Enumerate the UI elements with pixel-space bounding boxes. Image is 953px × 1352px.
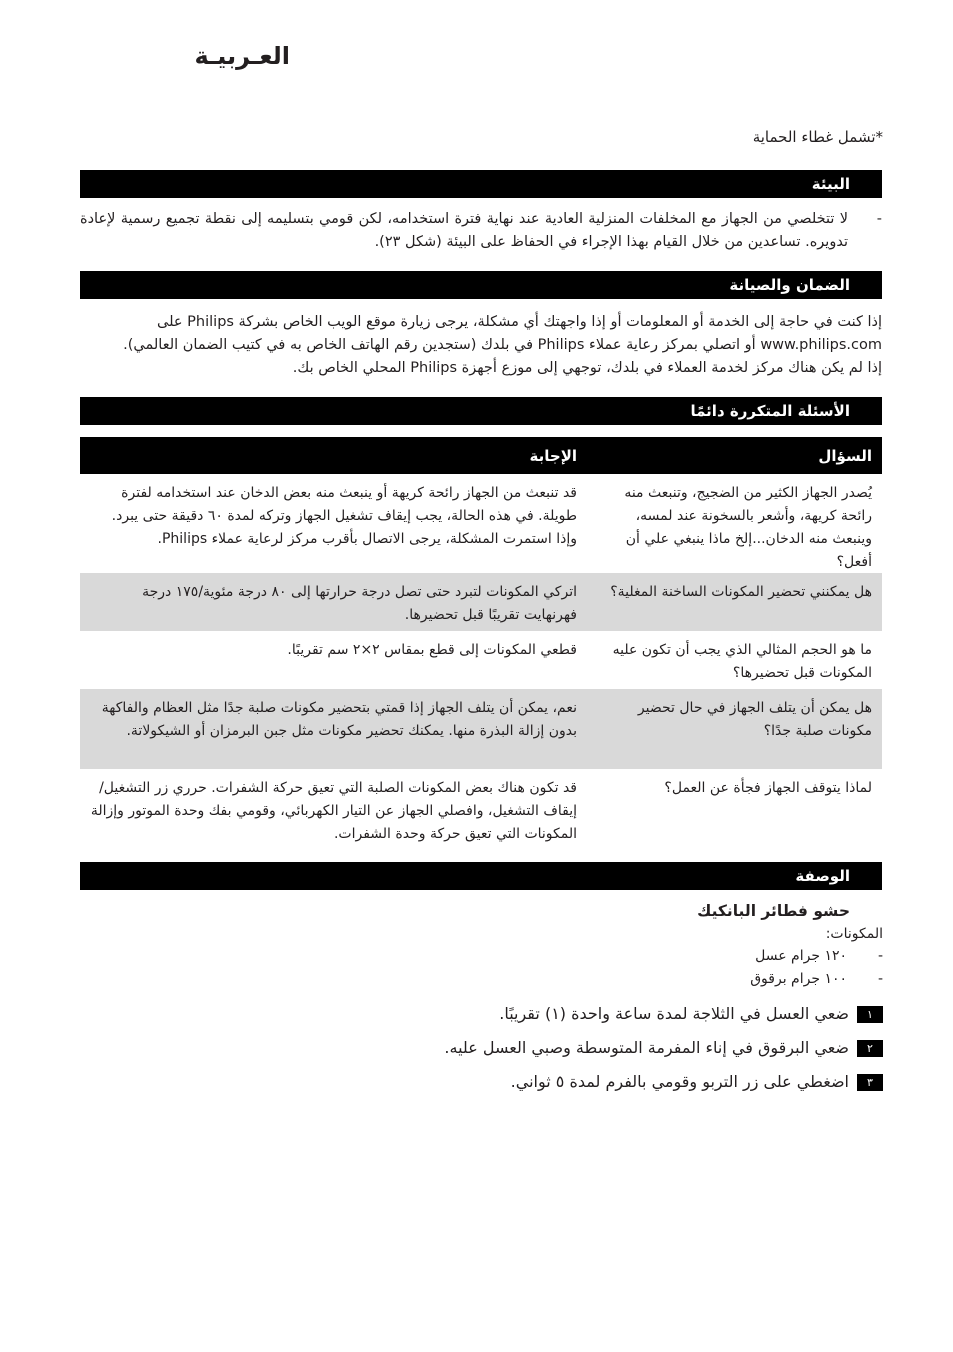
faq-answer: قد تنبعث من الجهاز رائحة كريهة أو ينبعث منه بعض الدخان عند استخدامه لفترة طويلة. في هذه الحالة، يجب إيقاف تشغيل الجهاز وتركه لمدة ٦٠ دقيقة حتى يبرد. وإذا استمرت المشكلة، يرجى الاتصال بأقرب مركز لرعاية عملاء Philips. [111,485,577,547]
faq-question: لماذا يتوقف الجهاز فجأة عن العمل؟ [664,780,872,796]
faq-answer: قطعي المكونات إلى قطع بمقاس ٢×٢ سم تقريبًا. [287,642,577,658]
ingredient-item [750,971,883,987]
faq-col-question: السؤال [818,447,872,465]
faq-question: هل يمكنني تحضير المكونات الساخنة المغلية؟ [610,584,872,600]
ingredient-text: ١٢٠ جرام عسل [755,948,847,964]
faq-answer: اتركي المكونات لتبرد حتى تصل درجة حرارتها إلى ٨٠ درجة مئوية/١٧٥ درجة فهرنهايت تقريبًا قبل تحضيرها. [142,584,577,623]
faq-row [80,474,882,573]
bullet-dash: - [877,948,883,964]
step-text: ضعي العسل في الثلاجة لمدة ساعة واحدة (١) تقريبًا. [499,1004,849,1023]
warranty-text [80,311,882,380]
warranty-line: إذا لم يكن هناك مركز لخدمة العملاء في بلدك، توجهي إلى موزع أجهزة Philips المحلي الخاص بك. [292,360,882,376]
recipe-title: حشو فطائر البانكيك [697,902,850,920]
recipe-step [499,1003,883,1025]
ingredient-item [755,948,883,964]
faq-row [80,689,882,769]
protection-cover-note: *تشمل غطاء الحماية [752,128,883,146]
step-text: اضغطي على زر التربو وقومي بالفرم لمدة ٥ ثواني. [510,1072,849,1091]
step-number: ٣ [857,1074,883,1091]
faq-row [80,769,882,849]
recipe-step [511,1071,883,1093]
section-faq-title: الأسئلة المتكررة دائمًا [80,397,882,425]
faq-col-answer: الإجابة [529,447,577,465]
faq-question: ما هو الحجم المثالي الذي يجب أن تكون عليه المكونات قبل تحضيرها؟ [612,642,872,681]
environment-bullet [80,208,882,254]
faq-question: هل يمكن أن يتلف الجهاز في حال تحضير مكونات صلبة جدًا؟ [637,700,872,739]
faq-row [80,631,882,689]
warranty-line: إذا كنت في حاجة إلى الخدمة أو المعلومات أو إذا واجهتك أي مشكلة، يرجى زيارة موقع الويب الخاص بشركة Philips على [157,314,882,330]
step-number: ١ [857,1006,883,1023]
ingredients-label: المكونات: [825,926,883,942]
step-text: ضعي البرقوق في إناء المفرمة المتوسطة وصبي العسل عليه. [444,1038,849,1057]
section-environment-title: البيئة [80,170,882,198]
recipe-step [444,1037,883,1059]
bullet-dash: - [876,211,882,227]
bullet-dash: - [877,971,883,987]
section-warranty-title: الضمان والصيانة [80,271,882,299]
environment-text: لا تتخلصي من الجهاز مع المخلفات المنزلية العادية عند نهاية فترة استخدامه، لكن قومي بتسليمه إلى نقطة تجميع رسمية لإعادة تدويره. تساعدين من خلال القيام بهذا الإجراء في الحفاظ على البيئة (شكل ٢٣). [80,211,848,250]
step-number: ٢ [857,1040,883,1057]
faq-answer: قد تكون هناك بعض المكونات الصلبة التي تعيق حركة الشفرات. حرري زر التشغيل/إيقاف التشغيل، وافصلي الجهاز عن التيار الكهربائي، وقومي بفك وحدة الموتور وإزالة المكونات التي تعيق حركة وحدة الشفرات. [90,780,577,842]
ingredient-text: ١٠٠ جرام برقوق [750,971,847,987]
section-recipe-title: الوصفة [80,862,882,890]
warranty-line: www.philips.com أو اتصلي بمركز رعاية عملاء Philips في بلدك (ستجدين رقم الهاتف الخاص به في كتيب الضمان العالمي). [123,337,882,353]
faq-answer: نعم، يمكن أن يتلف الجهاز إذا قمتي بتحضير مكونات صلبة جدًا مثل العظام والفاكهة بدون إزالة البذرة منها. يمكنك تحضير مكونات مثل جبن البرمزان أو الشيكولاتة. [101,700,577,739]
faq-table-header [80,437,882,474]
faq-table [80,437,882,849]
faq-question: يُصدر الجهاز الكثير من الضجيج، وتنبعث منه رائحة كريهة، وأشعر بالسخونة عند لمسه، وينبعث منه الدخان...إلخ ماذا ينبغي علي أن أفعل؟ [624,485,872,570]
language-heading: العـربيـة [194,42,290,70]
faq-row [80,573,882,631]
